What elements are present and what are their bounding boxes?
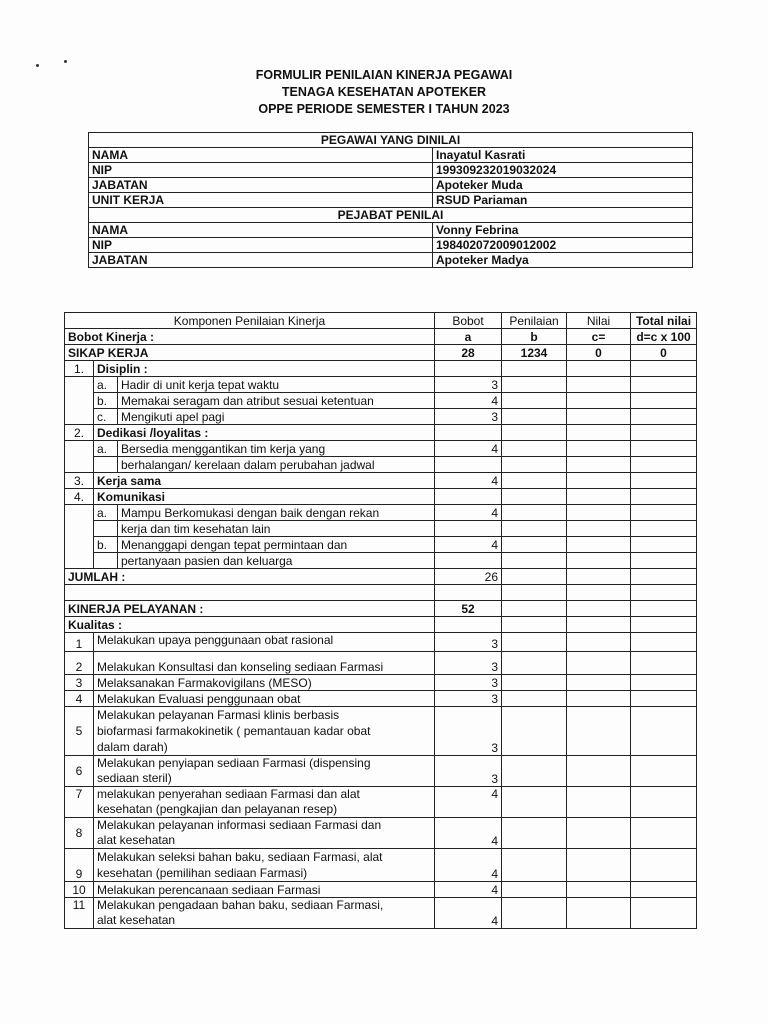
kualitas-11-bobot: 4	[435, 898, 502, 929]
kerjasama-bobot: 4	[435, 473, 502, 489]
sikap-nilai: 0	[567, 345, 631, 361]
pegawai-nip-value: 199309232019032024	[433, 163, 693, 178]
kualitas-8-text: Melakukan pelayanan informasi sediaan Farmasi dan alat kesehatan	[94, 818, 435, 849]
dedikasi-label: Dedikasi /loyalitas :	[94, 425, 435, 441]
assessment-table	[64, 312, 697, 929]
form-title-line-1: FORMULIR PENILAIAN KINERJA PEGAWAI	[255, 68, 513, 82]
kualitas-7-no: 7	[65, 787, 94, 818]
disiplin-c-bobot: 3	[435, 409, 502, 425]
identity-table	[88, 132, 693, 268]
bobot-a: a	[435, 329, 502, 345]
dedikasi-no: 2.	[65, 425, 94, 441]
pegawai-unit-label: UNIT KERJA	[89, 193, 433, 208]
kualitas-5-no: 5	[65, 707, 94, 756]
kualitas-7-bobot: 4	[435, 787, 502, 818]
form-title-line-2: TENAGA KESEHATAN APOTEKER	[281, 85, 487, 99]
dedikasi-a-letter: a.	[94, 441, 118, 457]
total-header: Total nilai	[631, 313, 697, 329]
pejabat-jabatan-label: JABATAN	[89, 253, 433, 268]
kualitas-5-text: Melakukan pelayanan Farmasi klinis berbasis biofarmasi farmakokinetik ( pemantauan kadar obat dalam darah)	[94, 707, 435, 756]
kualitas-6-no: 6	[65, 756, 94, 787]
sikap-bobot: 28	[435, 345, 502, 361]
pejabat-nama-label: NAMA	[89, 223, 433, 238]
kualitas-9-text: Melakukan seleksi bahan baku, sediaan Farmasi, alat kesehatan (pemilihan sediaan Farmasi)	[94, 849, 435, 882]
komponen-header: Komponen Penilaian Kinerja	[65, 313, 435, 329]
form-title-line-3: OPPE PERIODE SEMESTER I TAHUN 2023	[258, 102, 510, 116]
komunikasi-a-bobot: 4	[435, 505, 502, 521]
kinerja-pelayanan-label: KINERJA PELAYANAN :	[65, 601, 435, 617]
komunikasi-label: Komunikasi	[94, 489, 435, 505]
pejabat-nip-label: NIP	[89, 238, 433, 253]
kerjasama-label: Kerja sama	[94, 473, 435, 489]
kualitas-3-bobot: 3	[435, 675, 502, 691]
kualitas-6-text: Melakukan penyiapan sediaan Farmasi (dispensing sediaan steril)	[94, 756, 435, 787]
kualitas-7-text: melakukan penyerahan sediaan Farmasi dan alat kesehatan (pengkajian dan pelayanan resep)	[94, 787, 435, 818]
pegawai-nama-value: Inayatul Kasrati	[433, 148, 693, 163]
scan-speck	[36, 64, 39, 67]
kualitas-3-text: Melaksanakan Farmakovigilans (MESO)	[94, 675, 435, 691]
kerjasama-no: 3.	[65, 473, 94, 489]
pegawai-jabatan-value: Apoteker Muda	[433, 178, 693, 193]
pegawai-nip-label: NIP	[89, 163, 433, 178]
kualitas-10-bobot: 4	[435, 882, 502, 898]
scan-speck	[64, 60, 67, 63]
total-d: d=c x 100	[631, 329, 697, 345]
bobot-header: Bobot	[435, 313, 502, 329]
disiplin-b-text: Memakai seragam dan atribut sesuai ketentuan	[118, 393, 435, 409]
kualitas-10-text: Melakukan perencanaan sediaan Farmasi	[94, 882, 435, 898]
disiplin-no: 1.	[65, 361, 94, 377]
kualitas-11-text: Melakukan pengadaan bahan baku, sediaan Farmasi, alat kesehatan	[94, 898, 435, 929]
kinerja-pelayanan-bobot: 52	[435, 601, 502, 617]
komunikasi-b-bobot: 4	[435, 537, 502, 553]
pejabat-nama-value: Vonny Febrina	[433, 223, 693, 238]
komunikasi-b-line1: Menanggapi dengan tepat permintaan dan	[118, 537, 435, 553]
disiplin-a-letter: a.	[94, 377, 118, 393]
kualitas-4-text: Melakukan Evaluasi penggunaan obat	[94, 691, 435, 707]
pegawai-unit-value: RSUD Pariaman	[433, 193, 693, 208]
kualitas-8-bobot: 4	[435, 818, 502, 849]
disiplin-label: Disiplin :	[94, 361, 435, 377]
disiplin-b-letter: b.	[94, 393, 118, 409]
jumlah-bobot: 26	[435, 569, 502, 585]
komunikasi-a-line1: Mampu Berkomukasi dengan baik dengan rekan	[118, 505, 435, 521]
pegawai-jabatan-label: JABATAN	[89, 178, 433, 193]
kualitas-1-bobot: 3	[435, 633, 502, 652]
kualitas-1-no: 1	[65, 633, 94, 652]
penilaian-b: b	[502, 329, 567, 345]
dedikasi-a-line1: Bersedia menggantikan tim kerja yang	[118, 441, 435, 457]
sikap-penilaian: 1234	[502, 345, 567, 361]
pejabat-nip-value: 198402072009012002	[433, 238, 693, 253]
pegawai-section-header: PEGAWAI YANG DINILAI	[89, 133, 693, 148]
komunikasi-a-letter: a.	[94, 505, 118, 521]
komunikasi-b-letter: b.	[94, 537, 118, 553]
sikap-total: 0	[631, 345, 697, 361]
disiplin-a-text: Hadir di unit kerja tepat waktu	[118, 377, 435, 393]
penilaian-header: Penilaian	[502, 313, 567, 329]
kualitas-5-bobot: 3	[435, 707, 502, 756]
kualitas-10-no: 10	[65, 882, 94, 898]
disiplin-b-bobot: 4	[435, 393, 502, 409]
disiplin-c-letter: c.	[94, 409, 118, 425]
jumlah-label: JUMLAH :	[65, 569, 435, 585]
kualitas-1-text: Melakukan upaya penggunaan obat rasional	[94, 633, 435, 652]
kualitas-11-no: 11	[65, 898, 94, 929]
disiplin-c-text: Mengikuti apel pagi	[118, 409, 435, 425]
pejabat-section-header: PEJABAT PENILAI	[89, 208, 693, 223]
kualitas-2-text: Melakukan Konsultasi dan konseling sediaan Farmasi	[94, 652, 435, 675]
kualitas-label: Kualitas :	[65, 617, 435, 633]
kualitas-9-bobot: 4	[435, 849, 502, 882]
kualitas-3-no: 3	[65, 675, 94, 691]
nilai-header: Nilai	[567, 313, 631, 329]
pejabat-jabatan-value: Apoteker Madya	[433, 253, 693, 268]
kualitas-4-no: 4	[65, 691, 94, 707]
disiplin-a-bobot: 3	[435, 377, 502, 393]
kualitas-9-no: 9	[65, 849, 94, 882]
dedikasi-a-line2: berhalangan/ kerelaan dalam perubahan jadwal	[118, 457, 435, 473]
kualitas-2-no: 2	[65, 652, 94, 675]
pegawai-nama-label: NAMA	[89, 148, 433, 163]
dedikasi-a-bobot: 4	[435, 441, 502, 457]
kualitas-4-bobot: 3	[435, 691, 502, 707]
komunikasi-a-line2: kerja dan tim kesehatan lain	[118, 521, 435, 537]
kualitas-2-bobot: 3	[435, 652, 502, 675]
komunikasi-b-line2: pertanyaan pasien dan keluarga	[118, 553, 435, 569]
bobot-kinerja-label: Bobot Kinerja :	[65, 329, 435, 345]
kualitas-8-no: 8	[65, 818, 94, 849]
komunikasi-no: 4.	[65, 489, 94, 505]
kualitas-6-bobot: 3	[435, 756, 502, 787]
sikap-kerja-label: SIKAP KERJA	[65, 345, 435, 361]
nilai-c: c=	[567, 329, 631, 345]
